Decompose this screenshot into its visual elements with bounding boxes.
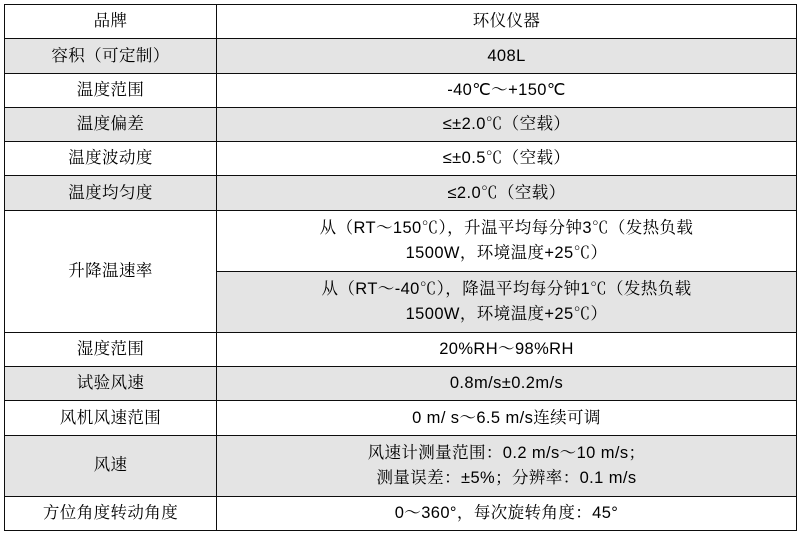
table-row xyxy=(5,73,797,107)
table-row xyxy=(5,435,797,496)
row-value xyxy=(217,401,797,435)
value-line: ≤2.0℃（空载） xyxy=(447,183,566,202)
row-label: 湿度范围 xyxy=(5,332,217,366)
row-value xyxy=(217,367,797,401)
table-row xyxy=(5,496,797,530)
value-line: ≤±2.0℃（空载） xyxy=(442,115,571,134)
row-value xyxy=(217,73,797,107)
value-line: 1500W，环境温度+25℃） xyxy=(405,304,608,323)
table-row xyxy=(5,401,797,435)
row-label: 方位角度转动角度 xyxy=(5,496,217,530)
value-line: 环仪仪器 xyxy=(472,12,541,31)
row-value xyxy=(217,176,797,210)
specification-table-body xyxy=(5,5,797,531)
table-row xyxy=(5,142,797,176)
row-value xyxy=(217,332,797,366)
value-line: -40℃～+150℃ xyxy=(447,80,566,99)
row-label: 容积（可定制） xyxy=(5,39,217,73)
row-label: 品牌 xyxy=(5,5,217,39)
value-line: 20%RH～98%RH xyxy=(439,339,574,358)
table-row xyxy=(5,176,797,210)
row-value xyxy=(217,435,797,496)
value-line: 0～360°，每次旋转角度：45° xyxy=(394,503,619,522)
table-row xyxy=(5,5,797,39)
table-row xyxy=(5,367,797,401)
value-line: 从（RT～150℃），升温平均每分钟3℃（发热负载 xyxy=(319,218,694,237)
row-value xyxy=(217,142,797,176)
value-line: 1500W，环境温度+25℃） xyxy=(405,243,608,262)
value-line: 测量误差：±5%；分辨率：0.1 m/s xyxy=(376,468,637,487)
row-value xyxy=(217,5,797,39)
table-row xyxy=(5,39,797,73)
row-label: 温度均匀度 xyxy=(5,176,217,210)
row-label: 温度范围 xyxy=(5,73,217,107)
row-label: 温度偏差 xyxy=(5,107,217,141)
table-row xyxy=(5,210,797,271)
row-label: 温度波动度 xyxy=(5,142,217,176)
value-line: 0.8m/s±0.2m/s xyxy=(449,374,564,393)
value-line: ≤±0.5℃（空载） xyxy=(442,149,571,168)
row-label: 风机风速范围 xyxy=(5,401,217,435)
row-value xyxy=(217,210,797,271)
row-value xyxy=(217,496,797,530)
value-line: 0 m/ s～6.5 m/s连续可调 xyxy=(412,408,601,427)
row-value xyxy=(217,107,797,141)
specification-table xyxy=(4,4,797,531)
row-label: 风速 xyxy=(5,435,217,496)
table-row xyxy=(5,107,797,141)
row-label: 升降温速率 xyxy=(5,210,217,332)
row-value xyxy=(217,271,797,332)
value-line: 风速计测量范围：0.2 m/s～10 m/s； xyxy=(367,443,646,462)
table-row xyxy=(5,332,797,366)
value-line: 408L xyxy=(487,46,526,65)
value-line: 从（RT～-40℃），降温平均每分钟1℃（发热负载 xyxy=(321,279,692,298)
row-value xyxy=(217,39,797,73)
row-label: 试验风速 xyxy=(5,367,217,401)
